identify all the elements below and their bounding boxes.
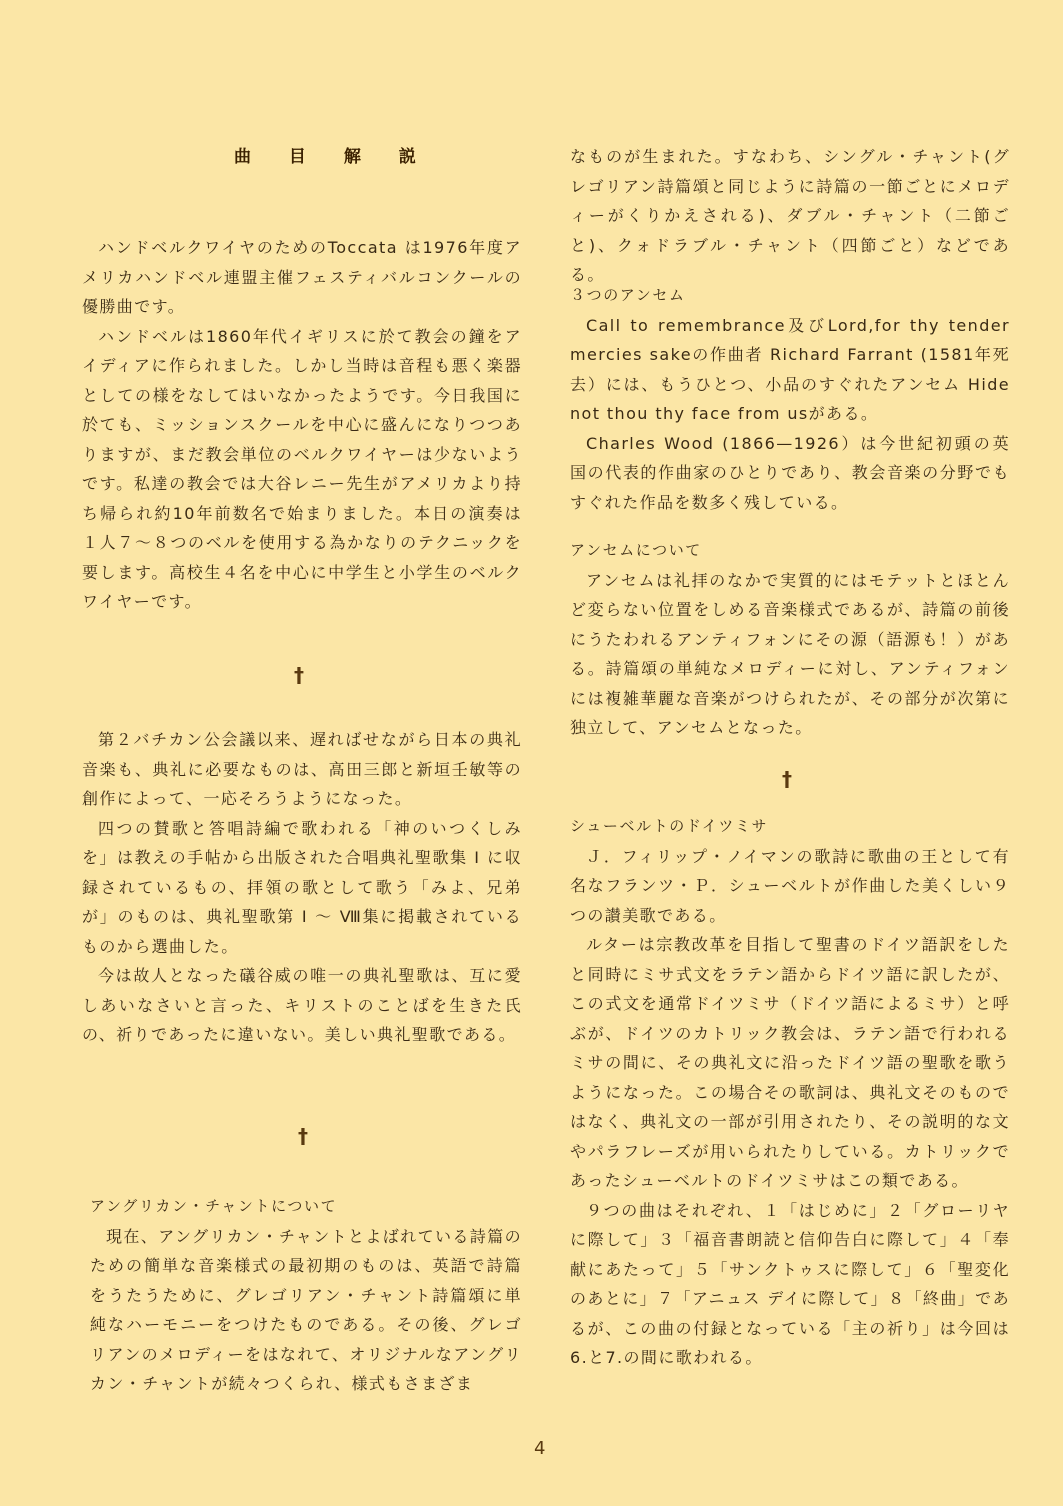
anglican-continuation: なものが生まれた。すなわち、シングル・チャント(グレゴリアン詩篇頌と同じように詩篇の一節ごとにメロディーがくりかえされる)、ダブル・チャント（二節ごと)、クォドラブル・チャント（四節ごと）などである。	[570, 147, 1010, 284]
schubert-paragraph-1: Ｊ．フィリップ・ノイマンの歌詩に歌曲の王として有名なフランツ・Ｐ．シューベルトが作曲した美くしい９つの讃美歌である。	[570, 846, 1010, 925]
toccata-section	[82, 233, 522, 617]
about-anthem-heading: アンセムについて	[570, 541, 702, 559]
toccata-paragraph-1: ハンドベルクワイヤのためのToccata は1976年度アメリカハンドベル連盟主催フェスティバルコンクールの優勝曲です。	[82, 238, 522, 316]
cross-divider-2: †	[298, 1124, 308, 1148]
liturgy-section	[82, 725, 522, 1050]
liturgy-paragraph-1: 第２バチカン公会議以来、遅ればせながら日本の典礼音楽も、典礼に必要なものは、高田三郎と新垣壬敏等の創作によって、一応そろうようになった。	[82, 730, 522, 808]
schubert-paragraph-2: ルターは宗教改革を目指して聖書のドイツ語訳をしたと同時にミサ式文をラテン語からドイツ語に訳したが、この式文を通常ドイツミサ（ドイツ語によるミサ）と呼ぶが、ドイツのカトリック教会は、ラテン語で行われるミサの間に、その典礼文に沿ったドイツ語の聖歌を歌うようになった。この場合その歌詞は、典礼文そのものではなく、典礼文の一部が引用されたり、その説明的な文やパラフレーズが用いられたりしている。カトリックであったシューベルトのドイツミサはこの類である。	[570, 935, 1010, 1190]
anthems-heading: ３つのアンセム	[570, 286, 686, 304]
cross-divider-3: †	[782, 767, 792, 791]
page-title: 曲 目 解 説	[234, 147, 432, 167]
anglican-paragraph: 現在、アングリカン・チャントとよばれている詩篇のための簡単な音楽様式の最初期のものは、英語で詩篇をうたうために、グレゴリアン・チャント詩篇頌に単純なハーモニーをつけたものである。その後、グレゴリアンのメロディーをはなれて、オリジナルなアングリカン・チャントが続々つくられ、様式もさまざま	[90, 1226, 523, 1393]
schubert-section	[570, 812, 1010, 1373]
anglican-section	[90, 1192, 522, 1399]
anglican-continuation-section	[570, 142, 1010, 290]
schubert-paragraph-3: ９つの曲はそれぞれ、１「はじめに」２「グローリヤに際して」３「福音書朗読と信仰告白に際して」４「奉献にあたって」５「サンクトゥスに際して」６「聖変化のあとに」７「アニュス デイに際して」８「終曲」であるが、この曲の付録となっている「主の祈り」は今回は6.と7.の間に歌われる。	[570, 1200, 1010, 1367]
liturgy-paragraph-2: 四つの賛歌と答唱詩編で歌われる「神のいつくしみを」は教えの手帖から出版された合唱典礼聖歌集 Ⅰ に収録されているもの、拝領の歌として歌う「みよ、兄弟が」のものは、典礼聖歌第 Ⅰ ～ Ⅷ集に掲載されているものから選曲した。	[82, 818, 522, 956]
anthems-paragraph-1: Call to remembrance及びLord,for thy tender mercies sakeの作曲者 Richard Farrant (1581年死去）には、もうひとつ、小品のすぐれたアンセム Hide not thou thy face from usがある。	[570, 315, 1010, 423]
page-number: 4	[534, 1438, 546, 1459]
cross-divider-1: †	[294, 663, 304, 687]
toccata-paragraph-2: ハンドベルは1860年代イギリスに於て教会の鐘をアイディアに作られました。しかし当時は音程も悪く楽器としての様をなしてはいなかったようです。今日我国に於ても、ミッションスクールを中心に盛んになりつつありますが、まだ教会単位のベルクワイヤーは少ないようです。私達の教会では大谷レニー先生がアメリカより持ち帰られ約10年前数名で始まりました。本日の演奏は１人７～８つのベルを使用する為かなりのテクニックを要します。高校生４名を中心に中学生と小学生のベルクワイヤーです。	[82, 326, 522, 611]
about-anthem-section	[570, 536, 1010, 743]
liturgy-paragraph-3: 今は故人となった礒谷威の唯一の典礼聖歌は、互に愛しあいなさいと言った、キリストのことばを生きた氏の、祈りであったに違いない。美しい典礼聖歌である。	[82, 966, 522, 1044]
anthems-section	[570, 281, 1010, 517]
schubert-heading: シューベルトのドイツミサ	[570, 817, 769, 835]
anthems-paragraph-2: Charles Wood (1866—1926）は今世紀初頭の英国の代表的作曲家のひとりであり、教会音楽の分野でもすぐれた作品を数多く残している。	[570, 433, 1010, 512]
anglican-heading: アングリカン・チャントについて	[90, 1197, 338, 1215]
about-anthem-paragraph: アンセムは礼拝のなかで実質的にはモテットとほとんど変らない位置をしめる音楽様式であるが、詩篇の前後にうたわれるアンティフォンにその源（語源も！）がある。詩篇頌の単純なメロディーに対し、アンティフォンには複雑華麗な音楽がつけられたが、その部分が次第に独立して、アンセムとなった。	[570, 570, 1010, 737]
